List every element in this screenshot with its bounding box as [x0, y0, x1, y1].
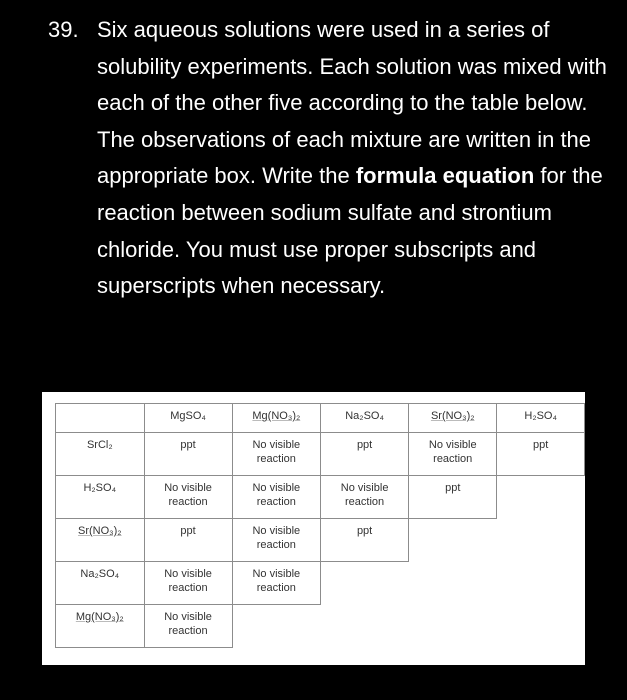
row-header	[56, 433, 145, 476]
empty-cell	[321, 562, 409, 605]
column-header	[232, 404, 321, 433]
observation-cell: ppt	[321, 519, 409, 562]
solubility-table	[55, 403, 585, 648]
empty-cell	[497, 605, 585, 648]
observation-cell: ppt	[409, 476, 497, 519]
column-header	[56, 404, 145, 433]
column-header	[409, 404, 497, 433]
question	[48, 12, 608, 305]
empty-cell	[497, 562, 585, 605]
empty-cell	[409, 605, 497, 648]
table-row	[56, 605, 585, 648]
column-header	[321, 404, 409, 433]
column-header-label: Na₂SO₄	[345, 410, 384, 422]
table-row	[56, 476, 585, 519]
empty-cell	[497, 519, 585, 562]
question-text	[97, 12, 608, 305]
observation-cell: No visible reaction	[232, 562, 321, 605]
empty-cell	[232, 605, 321, 648]
empty-cell	[409, 519, 497, 562]
empty-cell	[409, 562, 497, 605]
empty-cell	[497, 476, 585, 519]
observation-cell: No visible reaction	[409, 433, 497, 476]
observation-cell: ppt	[144, 519, 232, 562]
table-row	[56, 433, 585, 476]
observation-cell: No visible reaction	[232, 433, 321, 476]
column-header-label: MgSO₄	[170, 410, 206, 422]
empty-cell	[321, 605, 409, 648]
question-number: 39.	[48, 17, 79, 42]
observation-cell: No visible reaction	[232, 519, 321, 562]
table-row	[56, 562, 585, 605]
observation-cell: No visible reaction	[232, 476, 321, 519]
table-row	[56, 519, 585, 562]
row-header-label: Sr(NO₃)₂	[77, 525, 122, 537]
observation-cell: ppt	[144, 433, 232, 476]
row-header-label: Na₂SO₄	[80, 568, 120, 580]
table-header-row	[56, 404, 585, 433]
table-panel	[42, 392, 585, 665]
observation-cell: No visible reaction	[144, 605, 232, 648]
observation-cell: ppt	[321, 433, 409, 476]
column-header-label: Mg(NO₃)₂	[252, 410, 301, 422]
observation-cell: No visible reaction	[144, 562, 232, 605]
column-header-label: H₂SO₄	[524, 410, 557, 422]
row-header	[56, 476, 145, 519]
row-header	[56, 519, 145, 562]
row-header-label: H₂SO₄	[83, 482, 117, 494]
observation-cell: No visible reaction	[321, 476, 409, 519]
observation-cell: No visible reaction	[144, 476, 232, 519]
observation-cell: ppt	[497, 433, 585, 476]
column-header	[497, 404, 585, 433]
row-header-label: SrCl₂	[86, 439, 113, 451]
question-text-part: for the reaction between sodium sulfate and strontium chloride. You must use proper subscripts and superscripts when necessary.	[97, 163, 603, 299]
question-bold-text: formula equation	[355, 163, 535, 189]
row-header-label: Mg(NO₃)₂	[75, 611, 124, 623]
column-header-label: Sr(NO₃)₂	[430, 410, 475, 422]
row-header	[56, 605, 145, 648]
column-header	[144, 404, 232, 433]
row-header	[56, 562, 145, 605]
question-text-part: Six aqueous solutions were used in a series of solubility experiments. Each solution was mixed with each of the other five according to the table below. The observations of each mixture are written in the appropriate box. Write the	[97, 17, 607, 189]
